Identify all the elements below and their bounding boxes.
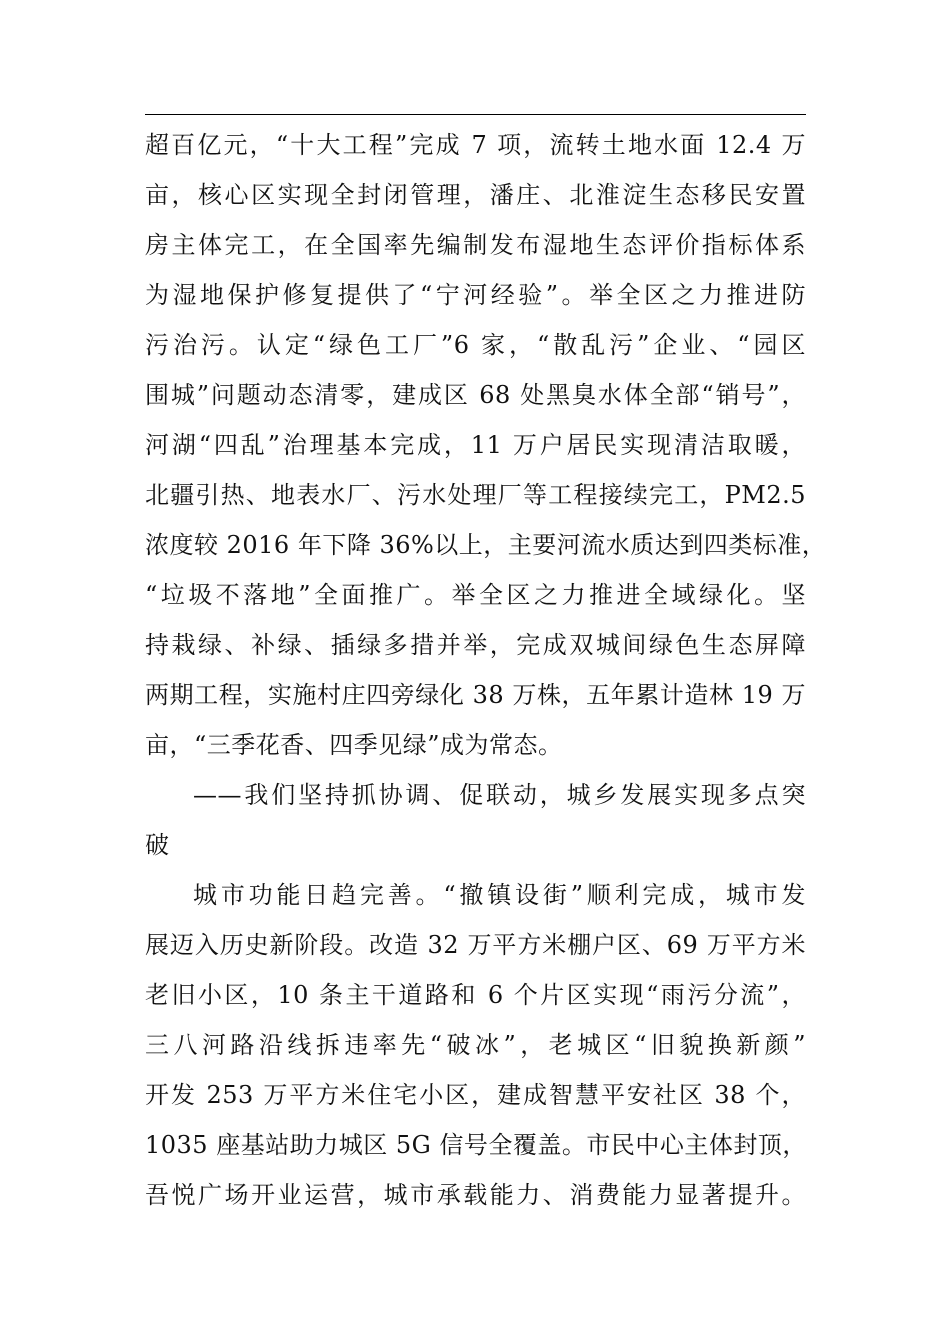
text-line: 亩，“三季花香、四季见绿”成为常态。 [145, 731, 563, 759]
text-line: 浓度较 2016 年下降 36%以上，主要河流水质达到四类标准， [145, 531, 827, 559]
text-line: 房主体完工，在全国率先编制发布湿地生态评价指标体系 [145, 231, 806, 259]
text-line: 围城”问题动态清零，建成区 68 处黑臭水体全部“销号”， [145, 381, 806, 409]
header-rule [145, 114, 806, 115]
text-line: 污治污。认定“绿色工厂”6 家，“散乱污”企业、“园区 [145, 331, 806, 359]
text-line: 三八河路沿线拆违率先“破冰”，老城区“旧貌换新颜” [145, 1031, 806, 1059]
text-line: “垃圾不落地”全面推广。举全区之力推进全域绿化。坚 [145, 581, 806, 609]
text-line: 北疆引热、地表水厂、污水处理厂等工程接续完工，PM2.5 [145, 481, 806, 509]
section-heading-line: 破 [145, 831, 170, 859]
section-heading-line: ——我们坚持抓协调、促联动，城乡发展实现多点突 [193, 781, 806, 809]
text-line: 河湖“四乱”治理基本完成，11 万户居民实现清洁取暖， [145, 431, 806, 459]
text-line: 超百亿元，“十大工程”完成 7 项，流转土地水面 12.4 万 [145, 131, 806, 159]
text-line: 展迈入历史新阶段。改造 32 万平方米棚户区、69 万平方米 [145, 931, 806, 959]
text-line: 老旧小区，10 条主干道路和 6 个片区实现“雨污分流”， [145, 981, 806, 1009]
text-line: 亩，核心区实现全封闭管理，潘庄、北淮淀生态移民安置 [145, 181, 806, 209]
text-line: 为湿地保护修复提供了“宁河经验”。举全区之力推进防 [145, 281, 806, 309]
text-line: 1035 座基站助力城区 5G 信号全覆盖。市民中心主体封顶， [145, 1131, 807, 1159]
text-line: 吾悦广场开业运营，城市承载能力、消费能力显著提升。 [145, 1181, 806, 1209]
text-line: 城市功能日趋完善。“撤镇设街”顺利完成，城市发 [193, 881, 806, 909]
text-line: 开发 253 万平方米住宅小区，建成智慧平安社区 38 个， [145, 1081, 806, 1109]
text-line: 持栽绿、补绿、插绿多措并举，完成双城间绿色生态屏障 [145, 631, 806, 659]
text-line: 两期工程，实施村庄四旁绿化 38 万株，五年累计造林 19 万 [145, 681, 806, 709]
